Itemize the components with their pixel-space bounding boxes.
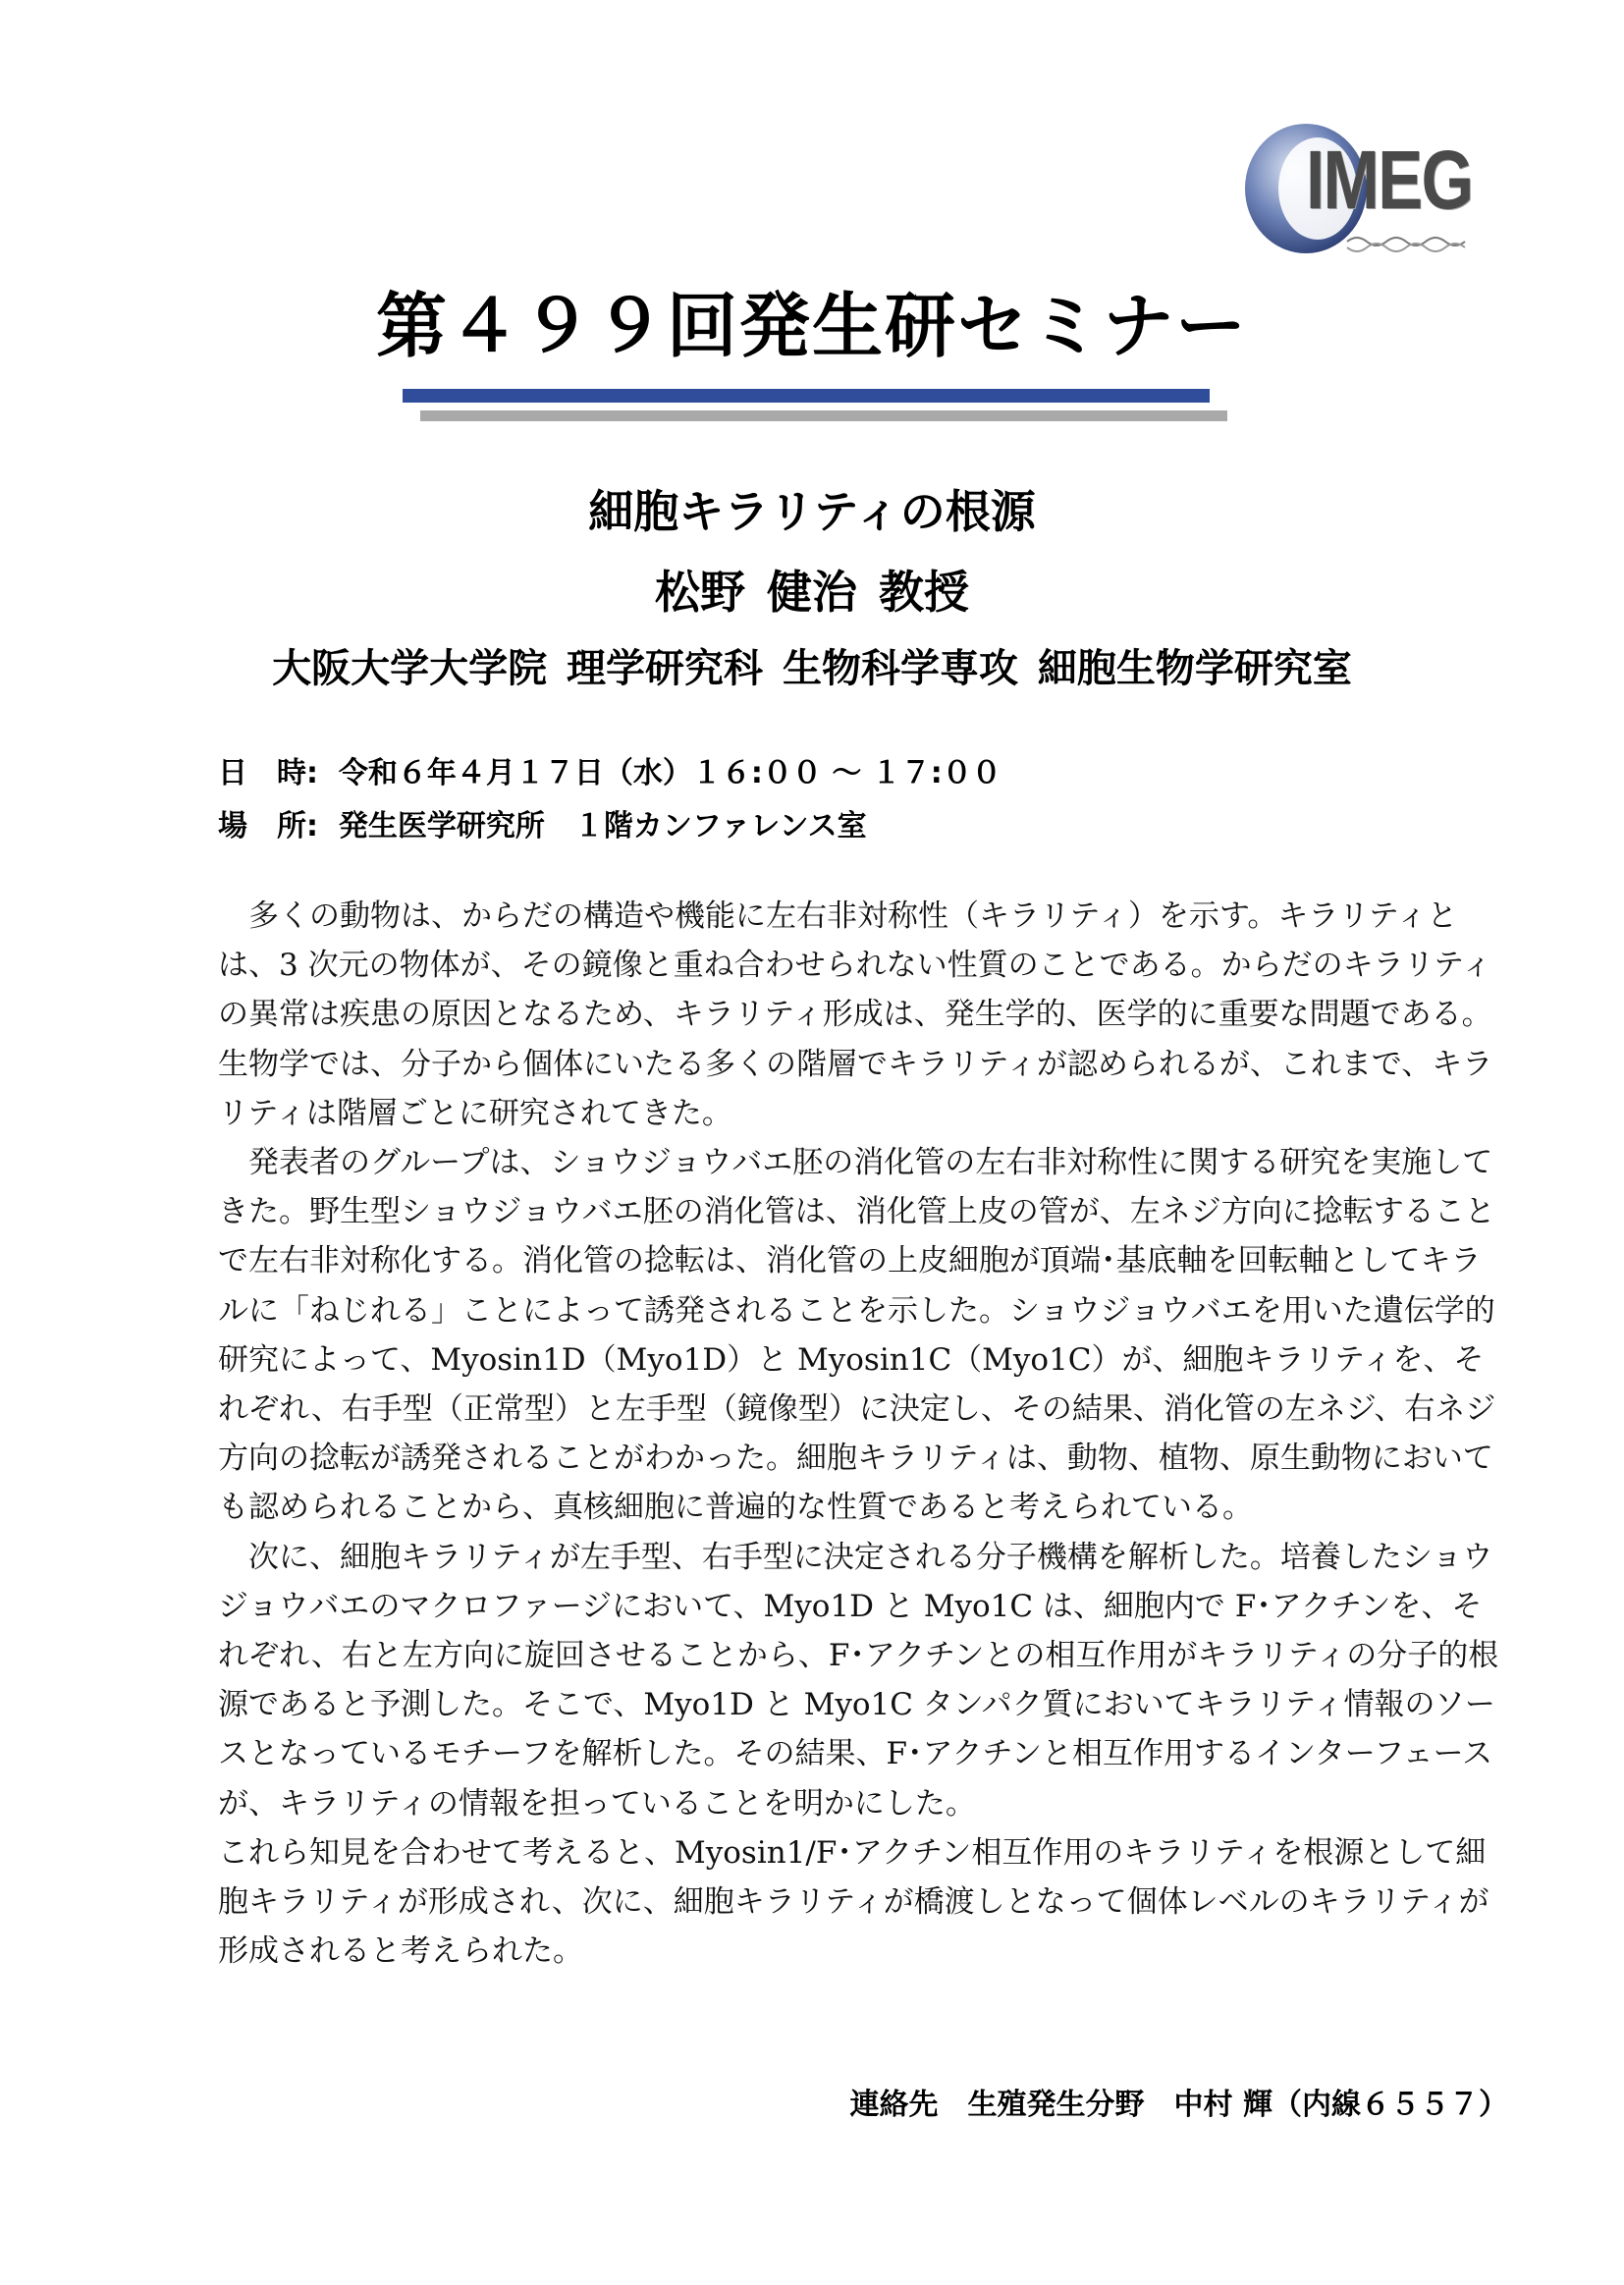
speaker-affiliation: 大阪大学大学院 理学研究科 生物科学専攻 細胞生物学研究室 — [272, 646, 1352, 691]
abstract-paragraph: 発表者のグループは、ショウジョウバエ胚の消化管の左右非対称性に関する研究を実施してきた。野生型ショウジョウバエ胚の消化管は、消化管上皮の管が、左ネジ方向に捻転することで左右非対称化する。消化管の捻転は、消化管の上皮細胞が頂端･基底軸を回転軸としてキラルに「ねじれる」ことによって誘発されることを示した。ショウジョウバエを用いた遺伝学的研究によって、Myosin1D（Myo1D）と Myosin1C（Myo1C）が、細胞キラリティを、それぞれ、右手型（正常型）と左手型（鏡像型）に決定し、その結果、消化管の左ネジ、右ネジ方向の捻転が誘発されることがわかった。細胞キラリティは、動物、植物、原生動物においても認められることから、真核細胞に普遍的な性質であると考えられている。 — [218, 1145, 1496, 1526]
page-title: 第４９９回発生研セミナー — [375, 285, 1248, 367]
title-rule-blue — [403, 389, 1210, 403]
abstract-body — [218, 892, 1506, 1976]
talk-title: 細胞キラリティの根源 — [588, 485, 1036, 538]
abstract-paragraph: 多くの動物は、からだの構造や機能に左右非対称性（キラリティ）を示す。キラリティとは、3 次元の物体が、その鏡像と重ね合わせられない性質のことである。からだのキラリティの異常は疾患の原因となるため、キラリティ形成は、発生学的、医学的に重要な問題である。生物学では、分子から個体にいたる多くの階層でキラリティが認められるが、これまで、キラリティは階層ごとに研究されてきた。 — [218, 898, 1493, 1131]
abstract-paragraph: 次に、細胞キラリティが左手型、右手型に決定される分子機構を解析した。培養したショウジョウバエのマクロファージにおいて、Myo1D と Myo1C は、細胞内で F･アクチンを、それぞれ、右と左方向に旋回させることから、F･アクチンとの相互作用がキラリティの分子的根源であると予測した。そこで、Myo1D と Myo1C タンパク質においてキラリティ情報のソースとなっているモチーフを解析した。その結果、F･アクチンと相互作用するインターフェースが、キラリティの情報を担っていることを明かにした。 — [218, 1539, 1499, 1822]
title-rule-gray — [420, 410, 1227, 421]
speaker-name: 松野 健治 教授 — [654, 566, 970, 619]
abstract-paragraph: これら知見を合わせて考えると、Myosin1/F･アクチン相互作用のキラリティを根源として細胞キラリティが形成され、次に、細胞キラリティが橋渡しとなって個体レベルのキラリティが形成されると考えられた。 — [218, 1834, 1489, 1970]
event-place: 場 所: 発生医学研究所 １階カンファレンス室 — [218, 809, 867, 843]
logo-text: IMEG — [1306, 134, 1473, 226]
event-date: 日 時: 令和６年４月１７日（水）１６:００ ～ １７:００ — [218, 756, 1001, 790]
contact-info: 連絡先 生殖発生分野 中村 輝（内線６５５７） — [849, 2088, 1508, 2122]
